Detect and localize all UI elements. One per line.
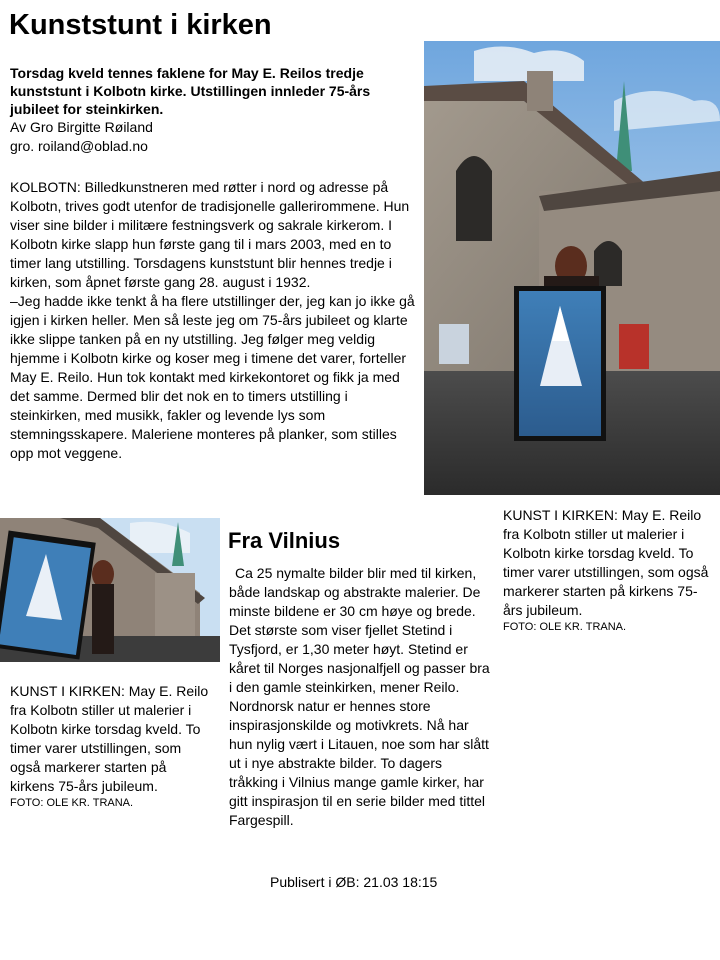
byline: Av Gro Birgitte Røiland — [10, 119, 153, 135]
photo-credit: FOTO: OLE KR. TRANA. — [503, 621, 627, 633]
author-email[interactable]: gro. roiland@oblad.no — [10, 138, 148, 154]
caption-text: KUNST I KIRKEN: May E. Reilo fra Kolbotn stiller ut malerier i Kolbotn kirke torsdag kveld. To timer varer utstillingen, som også markerer starten på kirkens 75-års jubileum. — [503, 507, 709, 618]
article-title: Kunststunt i kirken — [9, 9, 272, 41]
body-paragraph: KOLBOTN: Billedkunstneren med røtter i nord og adresse på Kolbotn, trives godt utenfor de tradisjonelle gallerirommene. Hun viser sine bilder i militære festningsverk og sakrale kirkerom. I Kolbotn kirke slapp hun første gang til i mars 2003, med en to timer lang utstilling. Torsdagens kunststunt blir hennes tredje i kirken, som åpnet første gang 28. august i 1932. — [10, 179, 410, 290]
section-body: Ca 25 nymalte bilder blir med til kirken, både landskap og abstrakte malerier. De minste bildene er 30 cm høye og brede. Det største som viser fjellet Stetind i Tysfjord, er 1,30 meter høyt. Stetind er kåret til Norges nasjonalfjell og passer bra i den gamle steinkirken, mener Reilo. Nordnorsk natur er hennes store inspirasjonskilde og motivkrets. Nå har hun nylig vært i Litauen, noe som har slått ut i nye abstrakte bilder. To dagers tråkking i Vilnius mange gamle kirker, har gitt inspirasjon til en serie bilder med tittel Fargespill. — [229, 565, 490, 828]
body-paragraph: –Jeg hadde ikke tenkt å ha flere utstillinger der, jeg kan jo ikke gå igjen i kirken heller. Men så leste jeg om 75-års jubileet og klarte ikke slippe tanken på en ny utstilling. Jeg følger meg veldig hjemme i Kolbotn kirke og koser meg i timene det varer, forteller May E. Reilo. Hun tok kontakt med kirkekontoret og fikk ja med det samme. Dermed blir det nok en to timers utstilling i steinkirken, med musikk, fakler og levende lys som stemningsskapere. Maleriene monteres på planker, som stilles opp mot veggene. — [10, 293, 415, 461]
photo-credit: FOTO: OLE KR. TRANA. — [10, 797, 134, 809]
article-lead: Torsdag kveld tennes faklene for May E. Reilos tredje kunststunt i Kolbotn kirke. Utstillingen innleder 75-års jubileet for steinkirken. — [10, 65, 371, 117]
caption-text: KUNST I KIRKEN: May E. Reilo fra Kolbotn stiller ut malerier i Kolbotn kirke torsdag kveld. To timer varer utstillingen, som også markerer starten på kirkens 75-års jubileum. — [10, 683, 209, 794]
published-timestamp: Publisert i ØB: 21.03 18:15 — [270, 874, 438, 890]
section-heading: Fra Vilnius — [228, 528, 341, 553]
article-body — [10, 178, 420, 463]
main-photo-caption — [503, 506, 715, 634]
small-photo-caption — [10, 682, 210, 810]
article-header — [10, 64, 420, 156]
main-photo — [424, 41, 720, 495]
small-photo — [0, 518, 220, 662]
